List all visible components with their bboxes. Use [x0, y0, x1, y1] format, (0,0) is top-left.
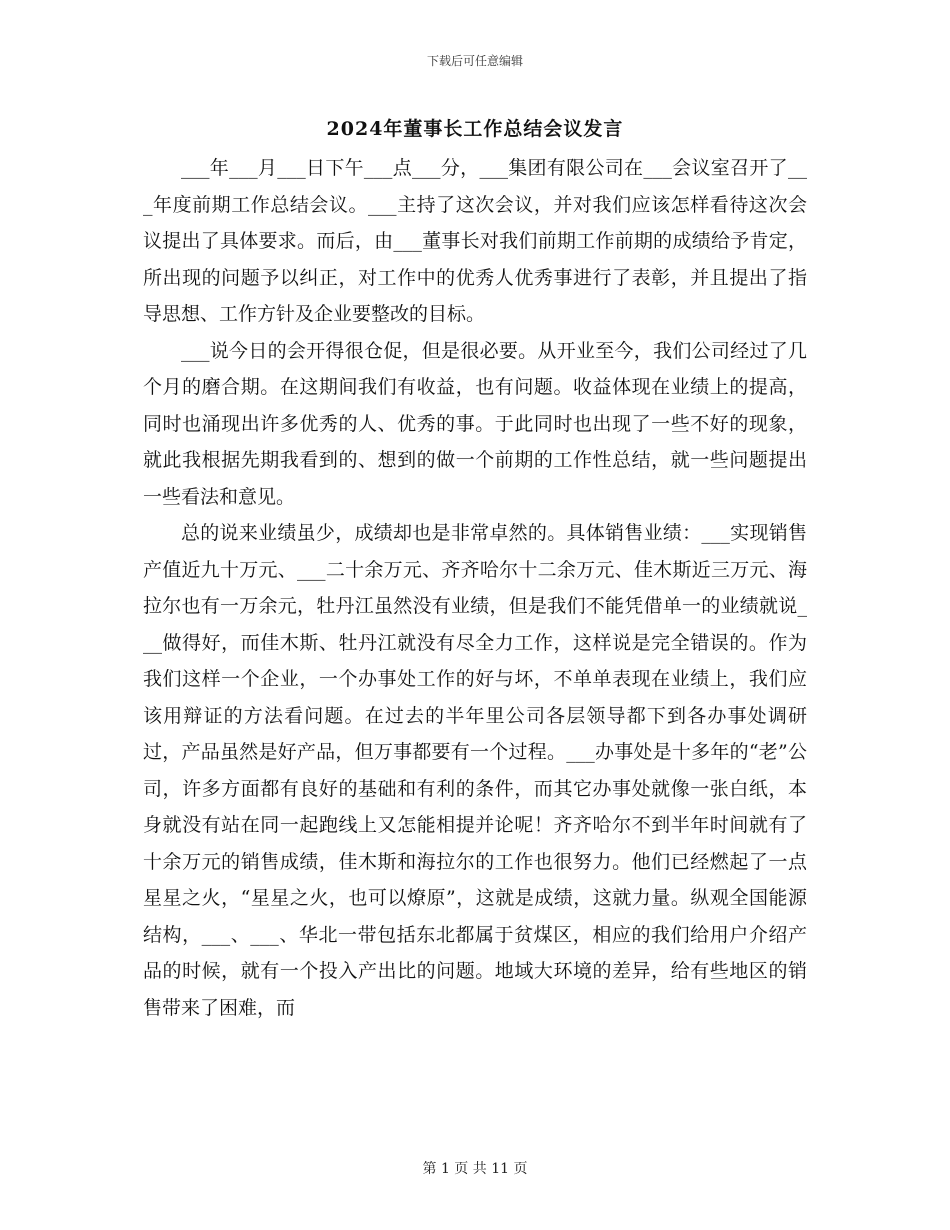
paragraph-2: ___说今日的会开得很仓促，但是很必要。从开业至今，我们公司经过了几个月的磨合期。在这期间我们有收益，也有问题。收益体现在业绩上的提高，同时也涌现出许多优秀的人、优秀的事。于此同时也出现了一些不好的现象，就此我根据先期我看到的、想到的做一个前期的工作性总结，就一些问题提出一些看法和意见。	[143, 339, 807, 508]
paragraph-1: ___年___月___日下午___点___分，___集团有限公司在___会议室召开了___年度前期工作总结会议。___主持了这次会议，并对我们应该怎样看待这次会议提出了具体要求。而后，由___董事长对我们前期工作前期的成绩给予肯定，所出现的问题予以纠正，对工作中的优秀人优秀事进行了表彰，并且提出了指导思想、工作方针及企业要整改的目标。	[143, 157, 807, 325]
page-number: 第 1 页 共 11 页	[422, 1161, 528, 1177]
page-header-note: 下载后可任意编辑	[426, 54, 523, 68]
paragraph-3: 总的说来业绩虽少，成绩却也是非常卓然的。具体销售业绩：___实现销售产值近九十万元、___二十余万元、齐齐哈尔十二余万元、佳木斯近三万元、海拉尔也有一万余元，牡丹江虽然没有业绩，但是我们不能凭借单一的业绩就说___做得好，而佳木斯、牡丹江就没有尽全力工作，这样说是完全错误的。作为我们这样一个企业，一个办事处工作的好与坏，不单单表现在业绩上，我们应该用辩证的方法看问题。在过去的半年里公司各层领导都下到各办事处调研过，产品虽然是好产品，但万事都要有一个过程。___办事处是十多年的“老”公司，许多方面都有良好的基础和有利的条件，而其它办事处就像一张白纸，本身就没有站在同一起跑线上又怎能相提并论呢！齐齐哈尔不到半年时间就有了十余万元的销售成绩，佳木斯和海拉尔的工作也很努力。他们已经燃起了一点星星之火，“星星之火，也可以燎原”，这就是成绩，这就力量。纵观全国能源结构，___、___、华北一带包括东北都属于贫煤区，相应的我们给用户介绍产品的时候，就有一个投入产出比的问题。地域大环境的差异，给有些地区的销售带来了困难，而	[143, 522, 807, 1019]
document-title: 2024年董事长工作总结会议发言	[326, 118, 624, 140]
document-body	[143, 150, 807, 1026]
